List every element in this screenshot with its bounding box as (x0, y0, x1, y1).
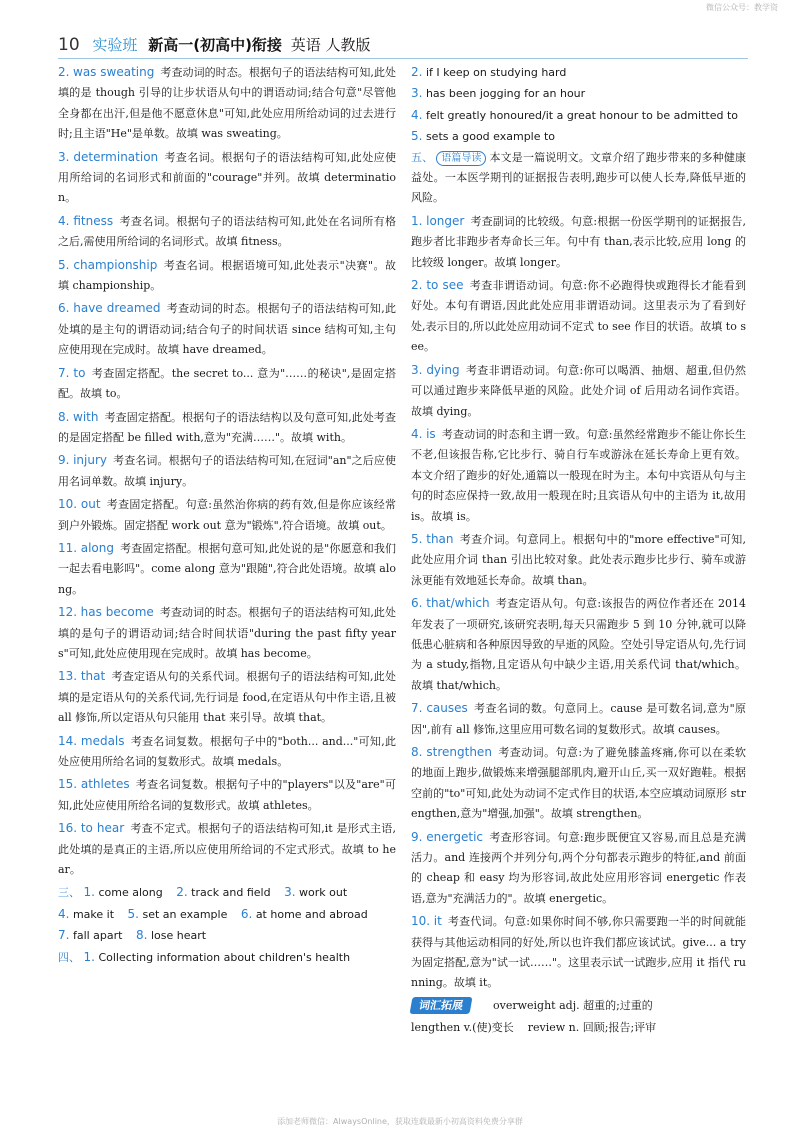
answer-entry (58, 731, 396, 773)
answer-entry (411, 698, 746, 740)
section-three-line-1: 三、 1. come along 2. track and field 3. work out (58, 885, 348, 900)
answer-key: with (73, 409, 99, 424)
section-five-label: 五、 (411, 150, 434, 164)
answer-entry (58, 62, 396, 145)
section-four-label: 四、 (58, 950, 80, 964)
answer-explanation: 考查动词的时态。根据句子的语法结构可知,此处填的是句子的谓语动词;结合时间状语"during the past fifty years"可知,此处应使用现在完成时。故填 has become。 (58, 606, 396, 660)
answer-entry (58, 363, 396, 405)
answer-key: to see (426, 278, 464, 293)
answer-number: 2. (411, 278, 423, 293)
answer-explanation: 考查副词的比较级。句意:根据一份医学期刊的证据报告,跑步者比非跑步者寿命长三年。句中有 than,表示比较,应用 long 的比较级 longer。故填 longer。 (411, 214, 746, 269)
answer-key: energetic (426, 829, 484, 844)
answer-number: 14. (58, 733, 78, 748)
answer-explanation: 考查固定搭配。根据句子的语法结构以及句意可知,此处考查的是固定搭配 be filled with,意为"充满……"。故填 with。 (58, 410, 396, 444)
answer-number: 1. (411, 213, 423, 228)
answer-number: 10. (58, 497, 78, 512)
answer-explanation: 考查非谓语动词。句意:你可以喝酒、抽烟、超重,但仍然可以通过跑步来降低早逝的风险。此处介词 of 后用动名词作宾语。故填 dying。 (411, 363, 747, 418)
answer-explanation: 考查固定搭配。根据句意可知,此处说的是"你愿意和我们一起去看电影吗"。come along 意为"跟随",符合此处语境。故填 along。 (58, 541, 396, 596)
answer-key: it (433, 914, 442, 929)
answer-number: 4. (411, 426, 423, 441)
watermark-top: 微信公众号：教学资 (706, 3, 778, 12)
answer-entry (411, 360, 746, 422)
answer-number: 8. (411, 745, 423, 759)
section-three-line-3: 7. fall apart 8. lose heart (58, 928, 207, 943)
section-three-line-2: 4. make it 5. set an example 6. at home and abroad (58, 906, 368, 921)
answer-key: causes (426, 701, 468, 716)
answer-entry (58, 211, 396, 253)
answer-number: 8. (58, 409, 70, 424)
answer-key: athletes (80, 777, 130, 792)
answer-explanation: 考查不定式。根据句子的语法结构可知,it 是形式主语,此处填的是真正的主语,所以应使用所给词的不定式形式。故填 to hear。 (58, 822, 397, 877)
right-answer-list (411, 211, 746, 994)
section-four-line-3: 3. has been jogging for an hour (411, 86, 586, 101)
answer-explanation: 考查名词。根据语境可知,此处表示"决赛"。故填 championship。 (58, 258, 396, 293)
answer-explanation: 考查动词的时态。根据句子的语法结构可知,此处填的是 though 引导的让步状语从句中的谓语动词;结合句意"尽管他全身都在出汗,但是他不愿意休息"可知,此处应用所给动词的过去进行时;且主语"He"是单数。故填 was sweating。 (58, 66, 397, 141)
answer-explanation: 考查名词的数。句意同上。cause 是可数名词,意为"原因",前有 all 修饰,这里应用可数名词的复数形式。故填 causes。 (411, 702, 746, 736)
answer-explanation: 考查固定搭配。the secret to... 意为"……的秘诀",是固定搭配。故填 to。 (58, 366, 397, 401)
answer-entry (58, 298, 396, 360)
answer-explanation: 考查定语从句的关系代词。根据句子的语法结构可知,此处填的是定语从句的关系代词,先行词是 food,在定语从句中作主语,且被 all 修饰,所以定语从句只能用 that 来引导。故填 that。 (58, 670, 397, 725)
right-column (411, 62, 746, 1039)
answer-explanation: 考查介词。句意同上。根据句中的"more effective"可知,此处应用介词 than 引出比较对象。此处表示跑步比步行、骑车或游泳更能有效地延长寿命。故填 than。 (411, 532, 746, 587)
answer-entry (58, 407, 396, 449)
vocab-line-1 (411, 996, 746, 1016)
answer-key: medals (80, 733, 125, 748)
answer-key: strengthen (426, 745, 492, 759)
answer-entry (58, 774, 396, 816)
answer-number: 15. (58, 777, 78, 792)
answer-explanation: 考查名词复数。根据句子中的"both... and..."可知,此处应使用所给名词的复数形式。故填 medals。 (58, 734, 396, 768)
answer-explanation: 考查名词。根据句子的语法结构可知,此处应使用所给词的名词形式和前面的"courage"并列。故填 determination。 (58, 150, 397, 205)
answer-key: to hear (80, 821, 125, 836)
answer-key: longer (426, 213, 465, 228)
answer-entry (58, 450, 396, 492)
answer-entry (58, 666, 396, 728)
answer-number: 4. (58, 213, 70, 228)
answer-explanation: 考查定语从句。句意:该报告的两位作者还在 2014 年发表了一项研究,该研究表明,每天只需跑步 5 到 10 分钟,就可以降低患心脏病和各种原因导致的早逝的风险。空处引导定语从句,先行词为 a study,指物,且定语从句中缺少主语,用关系代词 that/which。故填 that/which。 (411, 597, 746, 692)
answer-explanation: 考查固定搭配。句意:虽然治你病的药有效,但是你应该经常到户外锻炼。固定搭配 work out 意为"锻炼",符合语境。故填 out。 (58, 498, 397, 532)
answer-number: 3. (58, 149, 70, 164)
answer-key: to (73, 365, 86, 380)
answer-number: 6. (58, 301, 70, 316)
section-five-intro-text: 本文是一篇说明文。文章介绍了跑步带来的多种健康益处。一本医学期刊的证据报告表明,跑步可以使人长寿,降低早逝的风险。 (411, 150, 747, 205)
answer-key: out (80, 497, 101, 512)
book-subject: 英语 人教版 (290, 36, 371, 54)
answer-entry (411, 424, 746, 527)
answer-number: 3. (411, 362, 423, 377)
answer-number: 12. (58, 605, 78, 620)
answer-number: 5. (58, 257, 70, 272)
answer-entry (411, 742, 746, 825)
answer-entry (58, 818, 396, 880)
page-number: 10 (58, 35, 80, 55)
page-header (58, 34, 371, 55)
left-answer-list (58, 62, 396, 880)
vocab-item-lengthen: lengthen v.(使)变长 (411, 1021, 514, 1035)
answer-explanation: 考查形容词。句意:跑步既便宜又容易,而且总是充满活力。and 连接两个并列分句,两个分句都表示跑步的特征,and 前面的 cheap 和 easy 均为形容词,故此处应用形容词 energetic 作表语,意为"充满活力的"。故填 energetic。 (411, 830, 747, 905)
answer-key: championship (73, 257, 158, 272)
answer-key: have dreamed (73, 301, 161, 316)
answer-explanation: 考查非谓语动词。句意:你不必跑得快或跑得长才能看到好处。本句有谓语,因此此处应用非谓语动词。这里表示为了看到好处,表示目的,所以此处应用动词不定式 to see 作目的状语。故填 to see。 (411, 279, 746, 354)
section-five-intro (411, 148, 746, 209)
book-title: 新高一(初高中)衔接 (148, 36, 282, 54)
vocab-item-overweight: overweight adj. 超重的;过重的 (493, 998, 653, 1012)
answer-entry (58, 494, 396, 536)
answer-number: 16. (58, 821, 78, 836)
answer-number: 2. (58, 65, 70, 79)
answer-key: injury (73, 453, 107, 468)
series-name: 实验班 (92, 36, 138, 54)
answer-number: 13. (58, 669, 78, 684)
answer-key: that (80, 669, 106, 684)
section-four-line-1: 四、 1. Collecting information about children's health (58, 949, 351, 964)
answer-entry (411, 911, 746, 994)
watermark-bottom: 添加老师微信：AlwaysOnline，获取连载最新小初高资料免费分享群 (277, 1117, 523, 1126)
answer-key: fitness (73, 213, 114, 228)
answer-number: 6. (411, 596, 423, 611)
answer-explanation: 考查代词。句意:如果你时间不够,你只需要跑一半的时间就能获得与其他运动相同的好处,所以也许我们都应该试试。give... a try 为固定搭配,意为"试一试……"。这里表示试一试跑步,应用 it 指代 running。故填 it。 (411, 915, 747, 990)
answer-key: determination (73, 149, 159, 164)
answer-number: 7. (58, 365, 70, 380)
answer-entry (58, 147, 396, 209)
vocab-item-review: review n. 回顾;报告;评审 (527, 1021, 657, 1035)
answer-explanation: 考查动词的时态。根据句子的语法结构可知,此处填的是主句的谓语动词;结合句子的时间状语 since 结构可知,主句应使用现在完成时。故填 have dreamed。 (58, 302, 397, 357)
answer-explanation: 考查动词的时态和主谓一致。句意:虽然经常跑步不能让你长生不老,但该报告称,它比步行、骑自行车或游泳在延长寿命上更有效。本文介绍了跑步的好处,通篇以一般现在时为主。本句中宾语从句与主句的时态应保持一致,故用一般现在时;且宾语从句中的主语为 it,故用 is。故填 is。 (411, 427, 746, 523)
section-four-line-4: 4. felt greatly honoured/it a great honour to be admitted to (411, 107, 738, 122)
vocab-line-2 (411, 1018, 746, 1038)
answer-entry (411, 275, 746, 358)
reading-guide-badge: 语篇导读 (436, 151, 486, 166)
answer-entry (58, 602, 396, 664)
answer-number: 5. (411, 531, 423, 546)
vocab-badge: 词汇拓展 (410, 997, 473, 1014)
answer-number: 11. (58, 540, 78, 555)
answer-number: 7. (411, 701, 423, 716)
answer-entry (58, 538, 396, 600)
answer-key: was sweating (73, 65, 155, 79)
section-four-line-5: 5. sets a good example to (411, 129, 556, 144)
answer-key: along (80, 540, 114, 555)
answer-entry (411, 593, 746, 696)
answer-explanation: 考查名词。根据句子的语法结构可知,此处在名词所有格之后,需使用所给词的名词形式。故填 fitness。 (58, 214, 396, 249)
header-rule (58, 58, 748, 59)
section-four-line-2: 2. if I keep on studying hard (411, 65, 567, 79)
answer-key: that/which (426, 596, 490, 611)
answer-number: 10. (411, 914, 431, 929)
answer-entry (58, 255, 396, 297)
answer-key: is (426, 426, 436, 441)
answer-number: 9. (411, 829, 423, 844)
answer-entry (411, 211, 746, 273)
answer-key: has become (80, 605, 154, 620)
answer-explanation: 考查名词复数。根据句子中的"players"以及"are"可知,此处应使用所给名词的复数形式。故填 athletes。 (58, 778, 396, 812)
answer-key: than (426, 531, 454, 546)
left-column (58, 62, 396, 968)
answer-key: dying (426, 362, 460, 377)
answer-entry (411, 529, 746, 591)
section-three-label: 三、 (58, 886, 80, 900)
answer-explanation: 考查动词。句意:为了避免膝盖疼痛,你可以在柔软的地面上跑步,做锻炼来增强腿部肌肉,避开山丘,买一双好跑鞋。根据空前的"to"可知,此处为动词不定式作目的状语,本空应填动词原形 strengthen,意为"增强,加强"。故填 strengthen。 (411, 746, 747, 821)
answer-explanation: 考查名词。根据句子的语法结构可知,在冠词"an"之后应使用名词单数。故填 injury。 (58, 454, 396, 488)
answer-number: 9. (58, 453, 70, 468)
answer-entry (411, 827, 746, 910)
